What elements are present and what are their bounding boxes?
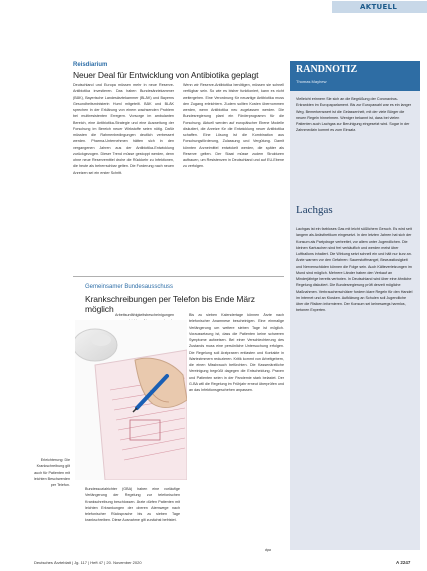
divider <box>73 276 284 277</box>
article2-col-bottom: Bundessozialrichter (GBA) haben eine vorläufige Verlängerung der Regelung zur telefonischen Krankschreibung beschlossen. Ärzte dürfen Patienten mit leichten Erkrankungen der oberen Atemwege nach telefonischer Rücksprache bis zu sieben Tage krankschreiben. Diese Ausnahme gilt zunächst befristet. <box>85 487 180 523</box>
randnotiz-title: RANDNOTIZ <box>296 64 358 75</box>
randnotiz-author: Thomas Mayhew <box>296 79 327 84</box>
photo-hand-form <box>75 320 187 480</box>
sidebar-intro: Vielleicht erinnern Sie sich an die Begrüßung der Coronavirus-Erkrankten im Europaparlament. Bis zur Europawahl war es ein langer Weg. Bemerkenswert ist die Gelassenheit, mit der viele Bürger die neuen Regeln hinnehmen. Weniger bekannt ist, dass bei vielen Patienten auch Lachgas zur Beruhigung eingesetzt wird. Sogar in der Zahnmedizin kommt es zum Einsatz. <box>296 97 411 133</box>
article2-headline: Krankschreibungen per Telefon bis Ende März möglich <box>85 294 255 314</box>
article1-col2: Wenn wir Reserve-Antibiotika benötigen, müssen sie schnell verfügbar sein. So wie es bisher funktioniert, kann es nicht weitergehen. Eine Verordnung für neuartige Antibiotika muss den Zugang erleichtern. Zudem sollten Kosten übernommen werden, wenn Antibiotika neu zugelassen werden. Die Bundesregierung plant ein Förderprogramm für die Forschung. Aktuell werden auf europäischer Ebene Modelle diskutiert, die Anreize für die Entwicklung neuer Antibiotika schaffen. Eine Lösung ist die Kombination aus Forschungsförderung, Zulassung und Vergütung. Damit könnten Arzneimittel entwickelt werden, die später als Reserve gelten. Der Staat müsse zudem Strukturen aufbauen, um Resistenzen in Deutschland und auf EU-Ebene zu verfolgen. <box>183 83 284 169</box>
article2-col2: Bis zu sieben Kalendertage können Ärzte nach telefonischer Anamnese bescheinigen. Eine einmalige Verlängerung um weitere sieben Tage ist möglich. Voraussetzung ist, dass die Patienten keine schweren Symptome aufweisen. Bei einer Verschlechterung des Zustands muss eine persönliche Untersuchung erfolgen. Die Regelung soll Arztpraxen entlasten und Kontakte in Wartezimmern reduzieren. Kritik kommt von Arbeitgebern, die einen Missbrauch befürchten. Die Kassenärztliche Vereinigung begrüßt dagegen die Entscheidung. Praxen und Patienten seien in der Pandemie stark belastet. Der G-BA will die Regelung im Frühjahr erneut überprüfen und an das Infektionsgeschehen anpassen. <box>189 313 284 392</box>
article2-kicker: Gemeinsamer Bundesausschuss <box>85 284 174 290</box>
photo-caption: Erleichterung: Die Krankschreibung gilt auch für Patienten mit leichten Beschwerden per Telefon. <box>33 458 70 487</box>
section-tab <box>332 1 427 13</box>
section-label: AKTUELL <box>360 3 398 11</box>
article1-headline: Neuer Deal für Entwicklung von Antibiotika geplagt <box>73 70 259 80</box>
article1-kicker: Reisdiarium <box>73 62 108 68</box>
sidebar-body: Lachgas ist ein farbloses Gas mit leicht süßlichem Geruch. Es wird seit langem als Anästhetikum eingesetzt. In den letzten Jahren hat sich der Konsum als Partydroge verbreitet, vor allem unter Jugendlichen. Die kleinen Kartuschen sind frei verkäuflich und werden meist über Luftballons inhaliert. Die Wirkung setzt schnell ein und hält nur kurz an. Ärzte warnen vor den Gefahren: Sauerstoffmangel, Bewusstlosigkeit und Nervenschäden können die Folge sein. Auch Kälteverletzungen im Mund sind möglich. Mehrere Länder haben den Verkauf an Minderjährige bereits verboten. In Deutschland wird über eine ähnliche Regelung diskutiert. Die Bundesregierung prüft derzeit mögliche Maßnahmen. Verbraucherschützer fordern klare Regeln für den Handel im Internet und an Kiosken. Aufklärung an Schulen soll Jugendliche über die Risiken informieren. Der Konsum sei keineswegs harmlos, betonen Experten. <box>296 227 413 313</box>
article2-col1: Arbeitsunfähigkeitsbescheinigungen <box>115 313 175 317</box>
footer-journal: Deutsches Ärzteblatt | Jg. 117 | Heft 47 | 20. November 2020 <box>34 560 142 565</box>
article2-credit: dpa <box>265 548 271 552</box>
page-number: A 2247 <box>396 560 411 565</box>
article1-col1: Deutschland und Europa müssen mehr in neue Reserve-Antibiotika investieren. Das haben Bundesärztekammer (BÄK), Bayerische Landesärztekammer (BLÄK) und Bayerns Gesundheitsministerin Huml mitgeteilt. BÄK und BLÄK sprechen in der Erklärung von einem wachsenden Problem bei multiresistenten Erregern. Vorsorge im ambulanten Bereich, eine Antibiotika-Strategie und eine Ausweitung der Forschung im Bereich neuer Wirkstoffe seien nötig. Dafür müssten die Rahmenbedingungen deutlich verbessert werden. Pharma-Unternehmen hätten sich in den vergangenen Jahren aus der Antibiotika-Entwicklung zurückgezogen. Dieser Trend müsse gestoppt werden, denn ohne neue Reservemittel drohe die Rückkehr zu Infektionen, die heute als beherrschbar gelten. Die Forderung nach neuen Anreizen sei ein erster Schritt. <box>73 83 174 175</box>
sidebar-heading: Lachgas <box>296 204 333 216</box>
